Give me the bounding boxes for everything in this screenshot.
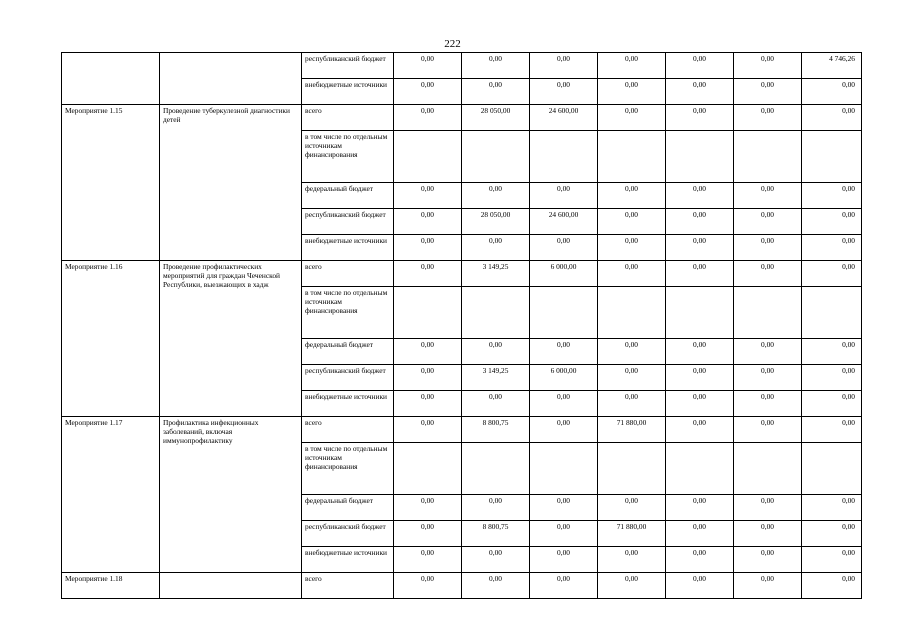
funding-value-cell: 0,00 [802, 209, 862, 235]
empty-cell [462, 287, 530, 339]
funding-value-cell: 0,00 [462, 79, 530, 105]
total-value-cell: 0,00 [530, 417, 598, 443]
table-row [62, 417, 862, 443]
funding-value-cell: 0,00 [734, 365, 802, 391]
funding-value-cell: 0,00 [666, 79, 734, 105]
funding-value-cell: 3 149,25 [462, 365, 530, 391]
page-number: 222 [444, 38, 461, 50]
funding-source-cell: всего [302, 417, 394, 443]
funding-value-cell: 8 800,75 [462, 521, 530, 547]
empty-cell [598, 131, 666, 183]
empty-cell [530, 287, 598, 339]
event-name-cell: Проведение профилактических мероприятий для граждан Чеченской Республики, выезжающих в хадж [160, 261, 302, 417]
event-name-cell [160, 53, 302, 105]
funding-value-cell: 0,00 [462, 183, 530, 209]
funding-value-cell: 0,00 [802, 365, 862, 391]
funding-value-cell: 0,00 [666, 209, 734, 235]
funding-value-cell: 0,00 [462, 53, 530, 79]
funding-source-cell: республиканский бюджет [302, 53, 394, 79]
event-id-cell [62, 53, 160, 105]
funding-source-cell: в том числе по отдельным источникам финансирования [302, 287, 394, 339]
total-value-cell: 0,00 [394, 417, 462, 443]
funding-value-cell: 0,00 [666, 339, 734, 365]
empty-cell [734, 287, 802, 339]
empty-cell [598, 443, 666, 495]
budget-table [61, 52, 862, 599]
empty-cell [802, 131, 862, 183]
table-row [62, 261, 862, 287]
total-value-cell: 0,00 [734, 417, 802, 443]
funding-source-cell: всего [302, 261, 394, 287]
funding-value-cell: 0,00 [802, 339, 862, 365]
funding-value-cell: 0,00 [734, 495, 802, 521]
empty-cell [666, 443, 734, 495]
funding-value-cell: 0,00 [598, 79, 666, 105]
funding-value-cell: 0,00 [530, 235, 598, 261]
table-row [62, 105, 862, 131]
table-row [62, 53, 862, 79]
funding-value-cell: 0,00 [530, 183, 598, 209]
funding-source-cell: республиканский бюджет [302, 365, 394, 391]
event-name-cell [160, 573, 302, 599]
funding-value-cell: 0,00 [530, 495, 598, 521]
funding-value-cell: 0,00 [734, 79, 802, 105]
empty-cell [598, 287, 666, 339]
empty-cell [666, 287, 734, 339]
empty-cell [734, 131, 802, 183]
event-name-cell: Профилактика инфекционных заболеваний, включая иммунопрофилактику [160, 417, 302, 573]
funding-value-cell: 0,00 [530, 391, 598, 417]
funding-value-cell: 0,00 [530, 521, 598, 547]
funding-value-cell: 24 600,00 [530, 209, 598, 235]
event-id-cell: Мероприятие 1.16 [62, 261, 160, 417]
empty-cell [462, 131, 530, 183]
funding-value-cell: 0,00 [666, 183, 734, 209]
event-id-cell: Мероприятие 1.18 [62, 573, 160, 599]
funding-value-cell: 0,00 [666, 547, 734, 573]
total-value-cell: 0,00 [734, 105, 802, 131]
total-value-cell: 8 800,75 [462, 417, 530, 443]
total-value-cell: 0,00 [666, 261, 734, 287]
event-id-cell: Мероприятие 1.15 [62, 105, 160, 261]
funding-source-cell: внебюджетные источники [302, 547, 394, 573]
total-value-cell: 0,00 [802, 573, 862, 599]
funding-value-cell: 0,00 [598, 391, 666, 417]
funding-value-cell: 0,00 [462, 339, 530, 365]
budget-table-body [62, 53, 862, 599]
funding-value-cell: 0,00 [598, 53, 666, 79]
funding-value-cell: 0,00 [734, 183, 802, 209]
funding-source-cell: в том числе по отдельным источникам финансирования [302, 443, 394, 495]
funding-value-cell: 0,00 [598, 183, 666, 209]
funding-value-cell: 0,00 [598, 235, 666, 261]
funding-value-cell: 0,00 [530, 339, 598, 365]
total-value-cell: 0,00 [598, 105, 666, 131]
empty-cell [394, 443, 462, 495]
total-value-cell: 0,00 [666, 573, 734, 599]
funding-value-cell: 0,00 [394, 495, 462, 521]
total-value-cell: 0,00 [394, 105, 462, 131]
total-value-cell: 0,00 [802, 105, 862, 131]
total-value-cell: 0,00 [462, 573, 530, 599]
total-value-cell: 0,00 [734, 261, 802, 287]
funding-value-cell: 0,00 [802, 495, 862, 521]
funding-value-cell: 0,00 [666, 391, 734, 417]
total-value-cell: 71 880,00 [598, 417, 666, 443]
funding-source-cell: в том числе по отдельным источникам финансирования [302, 131, 394, 183]
funding-value-cell: 0,00 [802, 521, 862, 547]
funding-value-cell: 0,00 [802, 79, 862, 105]
empty-cell [394, 131, 462, 183]
empty-cell [802, 443, 862, 495]
funding-value-cell: 0,00 [394, 209, 462, 235]
funding-source-cell: республиканский бюджет [302, 209, 394, 235]
total-value-cell: 28 050,00 [462, 105, 530, 131]
funding-source-cell: федеральный бюджет [302, 183, 394, 209]
funding-value-cell: 4 746,26 [802, 53, 862, 79]
empty-cell [530, 443, 598, 495]
total-value-cell: 0,00 [530, 573, 598, 599]
funding-value-cell: 0,00 [734, 521, 802, 547]
funding-value-cell: 0,00 [530, 53, 598, 79]
funding-value-cell: 0,00 [666, 521, 734, 547]
funding-value-cell: 0,00 [598, 339, 666, 365]
funding-value-cell: 0,00 [394, 547, 462, 573]
funding-value-cell: 0,00 [666, 495, 734, 521]
funding-value-cell: 0,00 [666, 365, 734, 391]
empty-cell [666, 131, 734, 183]
total-value-cell: 0,00 [666, 417, 734, 443]
funding-value-cell: 0,00 [666, 235, 734, 261]
funding-value-cell: 0,00 [530, 79, 598, 105]
funding-value-cell: 0,00 [462, 235, 530, 261]
funding-value-cell: 0,00 [802, 547, 862, 573]
funding-source-cell: федеральный бюджет [302, 339, 394, 365]
total-value-cell: 0,00 [394, 573, 462, 599]
total-value-cell: 0,00 [802, 417, 862, 443]
funding-value-cell: 0,00 [802, 391, 862, 417]
empty-cell [802, 287, 862, 339]
funding-value-cell: 71 880,00 [598, 521, 666, 547]
funding-value-cell: 0,00 [462, 547, 530, 573]
funding-source-cell: внебюджетные источники [302, 235, 394, 261]
funding-value-cell: 0,00 [802, 235, 862, 261]
empty-cell [394, 287, 462, 339]
funding-value-cell: 0,00 [598, 209, 666, 235]
total-value-cell: 6 000,00 [530, 261, 598, 287]
funding-value-cell: 0,00 [394, 183, 462, 209]
funding-source-cell: федеральный бюджет [302, 495, 394, 521]
funding-value-cell: 0,00 [462, 495, 530, 521]
empty-cell [530, 131, 598, 183]
funding-value-cell: 0,00 [394, 235, 462, 261]
funding-value-cell: 0,00 [734, 547, 802, 573]
funding-value-cell: 0,00 [462, 391, 530, 417]
total-value-cell: 0,00 [394, 261, 462, 287]
funding-value-cell: 0,00 [734, 53, 802, 79]
funding-value-cell: 0,00 [666, 53, 734, 79]
funding-value-cell: 0,00 [598, 547, 666, 573]
table-row [62, 573, 862, 599]
funding-source-cell: республиканский бюджет [302, 521, 394, 547]
total-value-cell: 0,00 [598, 261, 666, 287]
funding-value-cell: 0,00 [394, 391, 462, 417]
funding-value-cell: 0,00 [394, 365, 462, 391]
funding-value-cell: 28 050,00 [462, 209, 530, 235]
total-value-cell: 0,00 [734, 573, 802, 599]
event-id-cell: Мероприятие 1.17 [62, 417, 160, 573]
empty-cell [462, 443, 530, 495]
funding-value-cell: 0,00 [394, 53, 462, 79]
funding-value-cell: 0,00 [394, 79, 462, 105]
funding-value-cell: 0,00 [734, 235, 802, 261]
funding-value-cell: 0,00 [598, 365, 666, 391]
total-value-cell: 0,00 [598, 573, 666, 599]
total-value-cell: 24 600,00 [530, 105, 598, 131]
funding-value-cell: 0,00 [734, 391, 802, 417]
funding-value-cell: 0,00 [530, 547, 598, 573]
funding-source-cell: внебюджетные источники [302, 391, 394, 417]
funding-source-cell: всего [302, 573, 394, 599]
funding-source-cell: всего [302, 105, 394, 131]
funding-value-cell: 0,00 [394, 339, 462, 365]
funding-value-cell: 0,00 [802, 183, 862, 209]
funding-value-cell: 0,00 [734, 339, 802, 365]
empty-cell [734, 443, 802, 495]
funding-source-cell: внебюджетные источники [302, 79, 394, 105]
total-value-cell: 0,00 [666, 105, 734, 131]
total-value-cell: 3 149,25 [462, 261, 530, 287]
total-value-cell: 0,00 [802, 261, 862, 287]
funding-value-cell: 0,00 [394, 521, 462, 547]
event-name-cell: Проведение туберкулезной диагностики детей [160, 105, 302, 261]
funding-value-cell: 6 000,00 [530, 365, 598, 391]
funding-value-cell: 0,00 [598, 495, 666, 521]
funding-value-cell: 0,00 [734, 209, 802, 235]
